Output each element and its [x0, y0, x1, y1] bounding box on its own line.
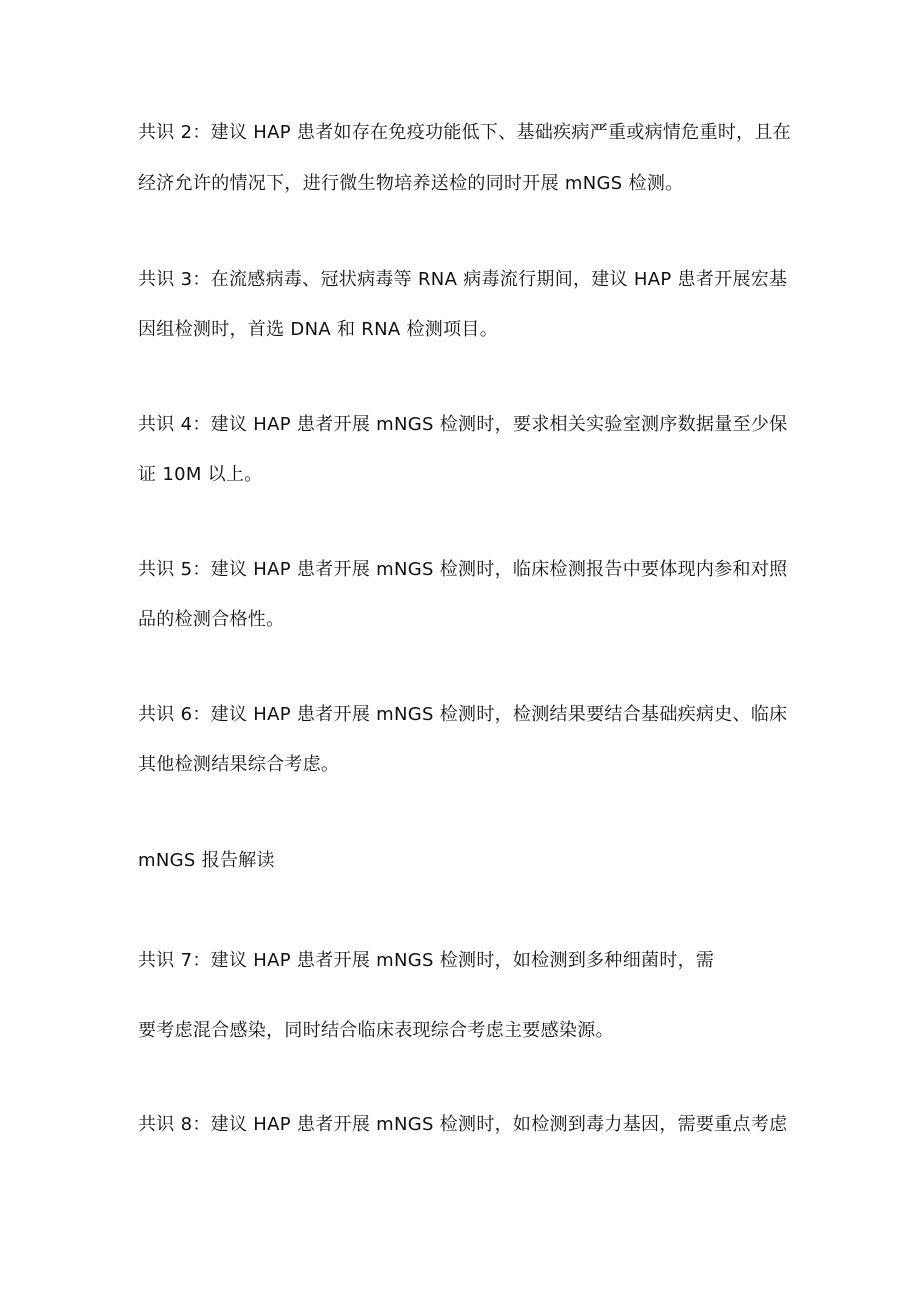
consensus-7-line-2: 要考虑混合感染，同时结合临床表现综合考虑主要感染源。 [138, 1020, 614, 1041]
consensus-3-line-2: 因组检测时，首选 DNA 和 RNA 检测项目。 [138, 319, 499, 340]
consensus-6-line-2: 其他检测结果综合考虑。 [138, 754, 340, 775]
consensus-6-line-1: 共识 6：建议 HAP 患者开展 mNGS 检测时，检测结果要结合基础疾病史、临床 [138, 704, 788, 725]
section-heading: mNGS 报告解读 [138, 850, 275, 871]
consensus-8-line-1: 共识 8：建议 HAP 患者开展 mNGS 检测时，如检测到毒力基因，需要重点考虑 [138, 1114, 788, 1135]
consensus-2-line-1: 共识 2：建议 HAP 患者如存在免疫功能低下、基础疾病严重或病情危重时，且在 [138, 122, 792, 143]
consensus-4-line-2: 证 10M 以上。 [138, 464, 263, 485]
consensus-4-line-1: 共识 4：建议 HAP 患者开展 mNGS 检测时，要求相关实验室测序数据量至少保 [138, 414, 788, 435]
consensus-5-line-2: 品的检测合格性。 [138, 609, 285, 630]
consensus-7-line-1: 共识 7：建议 HAP 患者开展 mNGS 检测时，如检测到多种细菌时，需 [138, 950, 715, 971]
consensus-5-line-1: 共识 5：建议 HAP 患者开展 mNGS 检测时，临床检测报告中要体现内参和对照 [138, 559, 788, 580]
consensus-2-line-2: 经济允许的情况下，进行微生物培养送检的同时开展 mNGS 检测。 [138, 173, 684, 194]
consensus-3-line-1: 共识 3：在流感病毒、冠状病毒等 RNA 病毒流行期间，建议 HAP 患者开展宏基 [138, 269, 788, 290]
